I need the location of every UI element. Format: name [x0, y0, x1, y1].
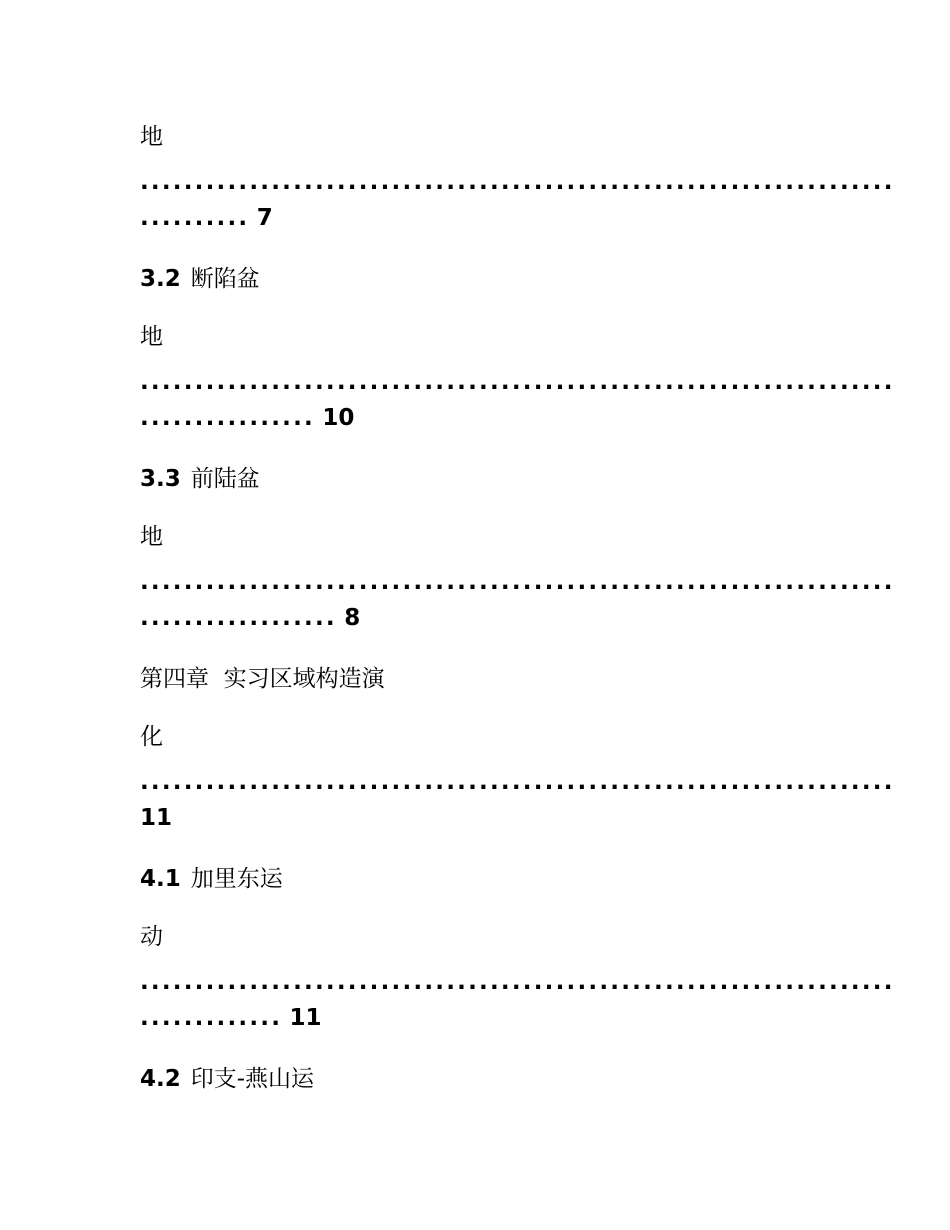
toc-entry-title-end: 化	[140, 724, 163, 750]
toc-chapter-title[interactable]: 第四章 实习区域构造演	[140, 666, 385, 692]
toc-section-title: 加里东运	[190, 866, 283, 892]
toc-page-number: 8	[344, 605, 361, 631]
toc-leader-dots: .....................................................................	[140, 169, 895, 195]
toc-leader-line	[140, 203, 812, 233]
toc-entry-heading[interactable]	[140, 464, 812, 494]
toc-section-number: 3.3	[140, 466, 181, 492]
toc-section-number: 4.2	[140, 1066, 181, 1092]
toc-entry-title-end: 地	[140, 324, 163, 350]
toc-leader-dots: .....................................................................	[140, 969, 895, 995]
toc-section-number: 4.1	[140, 866, 181, 892]
toc-leader-line	[140, 603, 812, 633]
toc-entry-heading[interactable]	[140, 1064, 812, 1094]
toc-entry-title-end: 地	[140, 524, 163, 550]
toc-page-number: 11	[140, 805, 173, 831]
toc-page-number: 7	[256, 205, 273, 231]
toc-section-number: 3.2	[140, 266, 181, 292]
toc-section-title: 断陷盆	[190, 266, 260, 292]
toc-entry-title-end: 动	[140, 924, 163, 950]
toc-page-number: 10	[322, 405, 355, 431]
toc-section-title: 前陆盆	[190, 466, 260, 492]
toc-section-title: 印支-燕山运	[190, 1066, 315, 1092]
toc-entry-heading[interactable]	[140, 864, 812, 894]
toc-leader-dots: ..................	[140, 605, 337, 631]
toc-leader-dots: .....................................................................	[140, 769, 895, 795]
toc-leader-dots: ..........	[140, 205, 250, 231]
toc-entry-heading[interactable]	[140, 264, 812, 294]
toc-leader-line	[140, 403, 812, 433]
toc-page-number: 11	[289, 1005, 322, 1031]
toc-entry-title-end: 地	[140, 124, 163, 150]
toc-leader-line	[140, 1003, 812, 1033]
toc-leader-dots: .....................................................................	[140, 569, 895, 595]
toc-leader-dots: ................	[140, 405, 315, 431]
toc-leader-dots: .....................................................................	[140, 369, 895, 395]
toc-leader-dots: .............	[140, 1005, 283, 1031]
